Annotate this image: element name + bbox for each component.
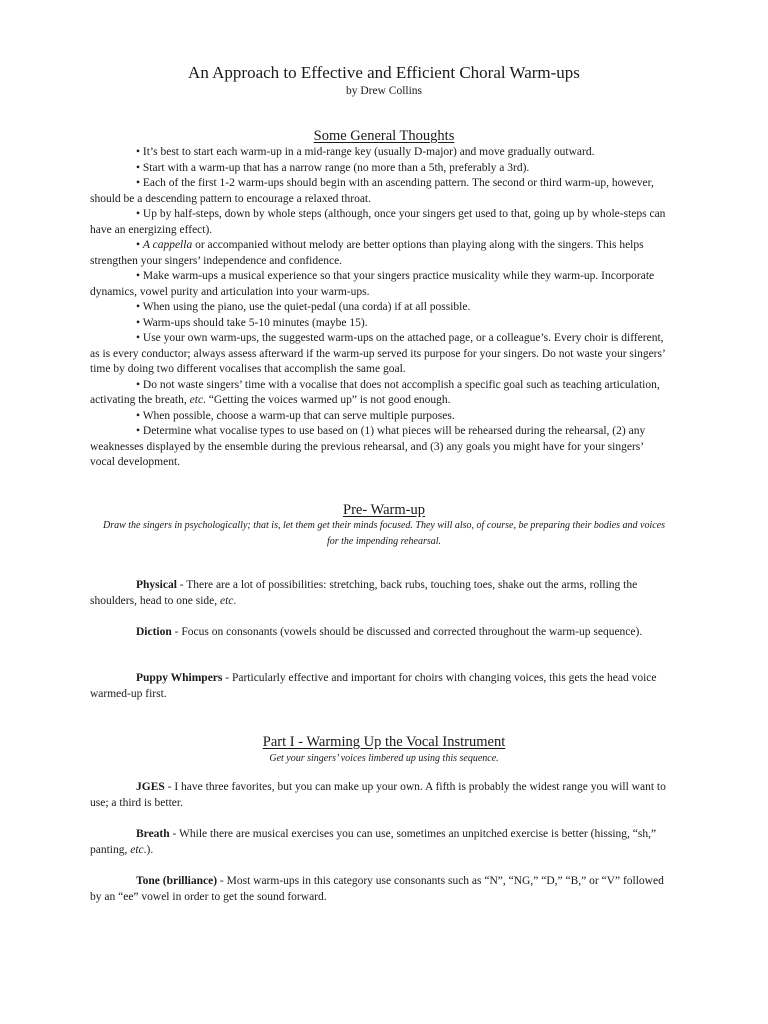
section-subtitle-pre-warmup: Draw the singers in psychologically; that is, let them get their minds focused. They will also, of course, be preparing their bodies and voices for the impending rehearsal. <box>102 520 666 547</box>
bullet-item: • Warm-ups should take 5-10 minutes (maybe 15). <box>136 316 368 329</box>
bullet-item: • Each of the first 1-2 warm-ups should begin with an ascending pattern. The second or third warm-up, however, should be a descending pattern to encourage a relaxed throat. <box>90 177 654 205</box>
section-heading-part-1: Part I - Warming Up the Vocal Instrument <box>262 734 506 750</box>
entry-jges: JGES - I have three favorites, but you can make up your own. A fifth is probably the widest range you will want to use; a third is better. <box>90 781 666 809</box>
entry-diction: Diction - Focus on consonants (vowels should be discussed and corrected throughout the warm-up sequence). <box>136 626 643 638</box>
section-subtitle-part-1: Get your singers’ voices limbered up using this sequence. <box>269 753 499 764</box>
entry-puppy-whimpers: Puppy Whimpers - Particularly effective and important for choirs with changing voices, this gets the head voice warmed-up first. <box>90 672 657 700</box>
section-heading-general: Some General Thoughts <box>313 128 455 144</box>
section-heading-pre-warmup: Pre- Warm-up <box>343 502 425 518</box>
bullet-item: • It’s best to start each warm-up in a mid-range key (usually D-major) and move gradually outward. <box>136 146 595 158</box>
bullet-item: • Do not waste singers’ time with a vocalise that does not accomplish a specific goal such as teaching articulation, activating the breath, etc. “Getting the voices warmed up” is not good enough. <box>90 378 660 406</box>
bullet-item: • A cappella or accompanied without melody are better options than playing along with the singers. This helps strengthen your singers’ independence and confidence. <box>90 239 644 267</box>
entry-tone: Tone (brilliance) - Most warm-ups in this category use consonants such as “N”, “NG,” “D,” “B,” or “V” followed by an “ee” vowel in order to get the sound forward. <box>90 875 664 903</box>
entry-physical: Physical - There are a lot of possibilities: stretching, back rubs, touching toes, shake out the arms, rolling the shoulders, head to one side, etc. <box>90 579 638 607</box>
bullet-item: • When using the piano, use the quiet-pedal (una corda) if at all possible. <box>136 301 471 313</box>
general-bullet-list <box>90 145 670 471</box>
bullet-item: • Use your own warm-ups, the suggested warm-ups on the attached page, or a colleague’s. Every choir is different, as is every conductor; always assess afterward if the warm-up served its purpose for your singers. Do not waste your singers’ time by doing two different vocalises that accomplish the same goal. <box>90 332 665 375</box>
author-byline: by Drew Collins <box>345 85 423 97</box>
document-title: An Approach to Effective and Efficient Choral Warm-ups <box>188 63 580 82</box>
bullet-item: • When possible, choose a warm-up that can serve multiple purposes. <box>136 409 455 422</box>
bullet-item: • Determine what vocalise types to use based on (1) what pieces will be rehearsed during the rehearsal, (2) any weaknesses displayed by the ensemble during the previous rehearsal, and (3) any goals you might have for your singers’ vocal development. <box>90 425 646 468</box>
bullet-item: • Up by half-steps, down by whole steps (although, once your singers get used to that, going up by whole-steps can have an energizing effect). <box>90 208 666 236</box>
bullet-item: • Make warm-ups a musical experience so that your singers practice musicality while they warm-up. Incorporate dynamics, vowel purity and articulation into your warm-ups. <box>90 270 655 298</box>
bullet-item: • Start with a warm-up that has a narrow range (no more than a 5th, preferably a 3rd). <box>136 161 530 174</box>
entry-breath: Breath - While there are musical exercises you can use, sometimes an unpitched exercise is better (hissing, “sh,” panting, etc.). <box>90 828 657 856</box>
